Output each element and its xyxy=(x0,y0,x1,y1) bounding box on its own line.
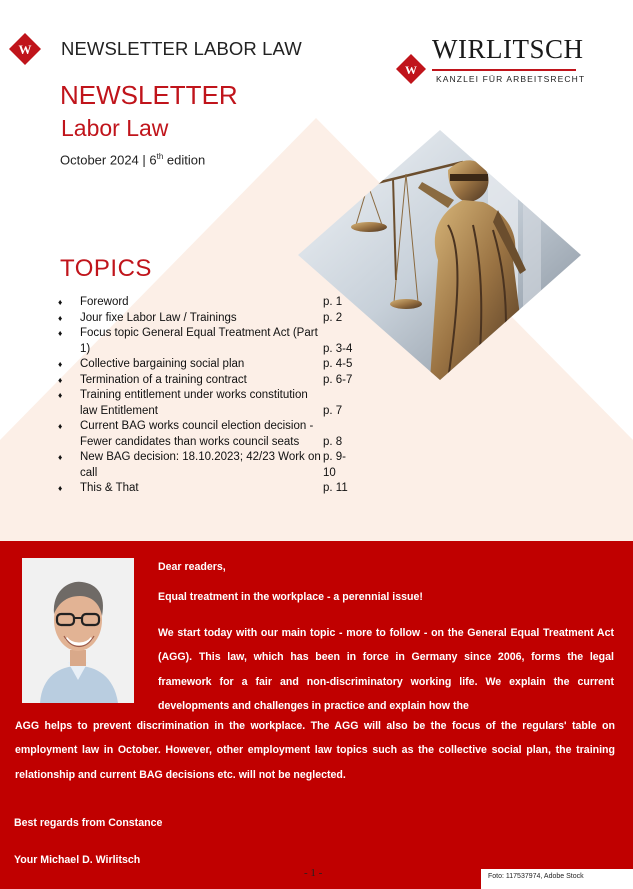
brand-tagline: KANZLEI FÜR ARBEITSRECHT xyxy=(436,74,586,84)
topic-page: p. 9-10 xyxy=(323,451,347,479)
letter-signature: Your Michael D. Wirlitsch xyxy=(14,854,141,866)
topic-item[interactable]: ♦ Termination of a training contract p. 6-7 xyxy=(58,373,358,389)
header-label: NEWSLETTER LABOR LAW xyxy=(61,38,302,59)
topic-page: p. 7 xyxy=(323,404,343,417)
brand-diamond-icon xyxy=(396,54,426,84)
brand-name: WIRLITSCH xyxy=(432,34,584,64)
topic-item[interactable]: ♦ Jour fixe Labor Law / Trainings p. 2 xyxy=(58,311,358,327)
bullet-icon: ♦ xyxy=(58,359,63,369)
page-number: - 1 - xyxy=(304,867,323,879)
topic-item[interactable]: ♦ Foreword p. 1 xyxy=(58,295,358,311)
author-portrait xyxy=(22,558,134,703)
svg-text:W: W xyxy=(18,42,32,57)
letter-closing: Best regards from Constance xyxy=(14,817,163,829)
topics-heading: TOPICS xyxy=(60,255,152,282)
edition-line: October 2024 | 6th edition xyxy=(60,152,206,168)
letter-subject: Equal treatment in the workplace - a perennial issue! xyxy=(158,591,423,603)
photo-credit: Foto: 117537974, Adobe Stock xyxy=(488,873,584,880)
bullet-icon: ♦ xyxy=(58,390,63,400)
bullet-icon: ♦ xyxy=(58,452,63,462)
topic-item[interactable]: ♦ This & That p. 11 xyxy=(58,481,358,497)
newsletter-subtitle: Labor Law xyxy=(61,115,169,141)
topic-page: p. 8 xyxy=(323,435,343,448)
bullet-icon: ♦ xyxy=(58,328,63,338)
topic-page: p. 4-5 xyxy=(323,358,353,370)
topic-item[interactable]: ♦ New BAG decision: 18.10.2023; 42/23 Work on call p. 9-10 xyxy=(58,450,358,481)
bullet-icon: ♦ xyxy=(58,374,63,385)
topic-page: p. 2 xyxy=(323,311,343,324)
topics-list xyxy=(58,295,358,497)
brand-logo xyxy=(396,34,586,94)
bullet-icon: ♦ xyxy=(58,421,63,431)
topic-page: p. 11 xyxy=(323,482,348,494)
bullet-icon: ♦ xyxy=(58,483,63,493)
letter-body-bottom: AGG helps to prevent discrimination in the workplace. The AGG will also be the focus of the regulars' table on employment law in October. However, other employment law topics such as the collective social plan, the training relationship and current BAG decisions etc. will not be neglected. xyxy=(15,720,615,781)
letter-body-top: We start today with our main topic - more to follow - on the General Equal Treatment Act (AGG). This law, which has been in force in Germany since 2006, forms the legal framework for a fair and non-discriminatory working life. We explain the current developments and challenges in practice and explain how the xyxy=(158,627,614,712)
topic-page: p. 1 xyxy=(323,296,343,308)
bullet-icon: ♦ xyxy=(58,297,63,307)
letter-salutation: Dear readers, xyxy=(158,561,226,573)
topic-item[interactable]: ♦ Collective bargaining social plan p. 4-5 xyxy=(58,357,358,373)
newsletter-title: NEWSLETTER xyxy=(60,80,238,110)
topic-item[interactable]: ♦ Training entitlement under works constitution law Entitlement p. 7 xyxy=(58,388,358,419)
logo-diamond-icon xyxy=(9,33,41,65)
topic-item[interactable]: ♦ Current BAG works council election decision - Fewer candidates than works council seats p. 8 xyxy=(58,419,358,450)
topic-page: p. 6-7 xyxy=(323,373,353,386)
svg-text:W: W xyxy=(405,63,417,77)
brand-rule xyxy=(432,69,576,71)
bullet-icon: ♦ xyxy=(58,312,63,323)
topic-page: p. 3-4 xyxy=(323,342,353,355)
topic-item[interactable]: ♦ Focus topic General Equal Treatment Act (Part 1) p. 3-4 xyxy=(58,326,358,357)
